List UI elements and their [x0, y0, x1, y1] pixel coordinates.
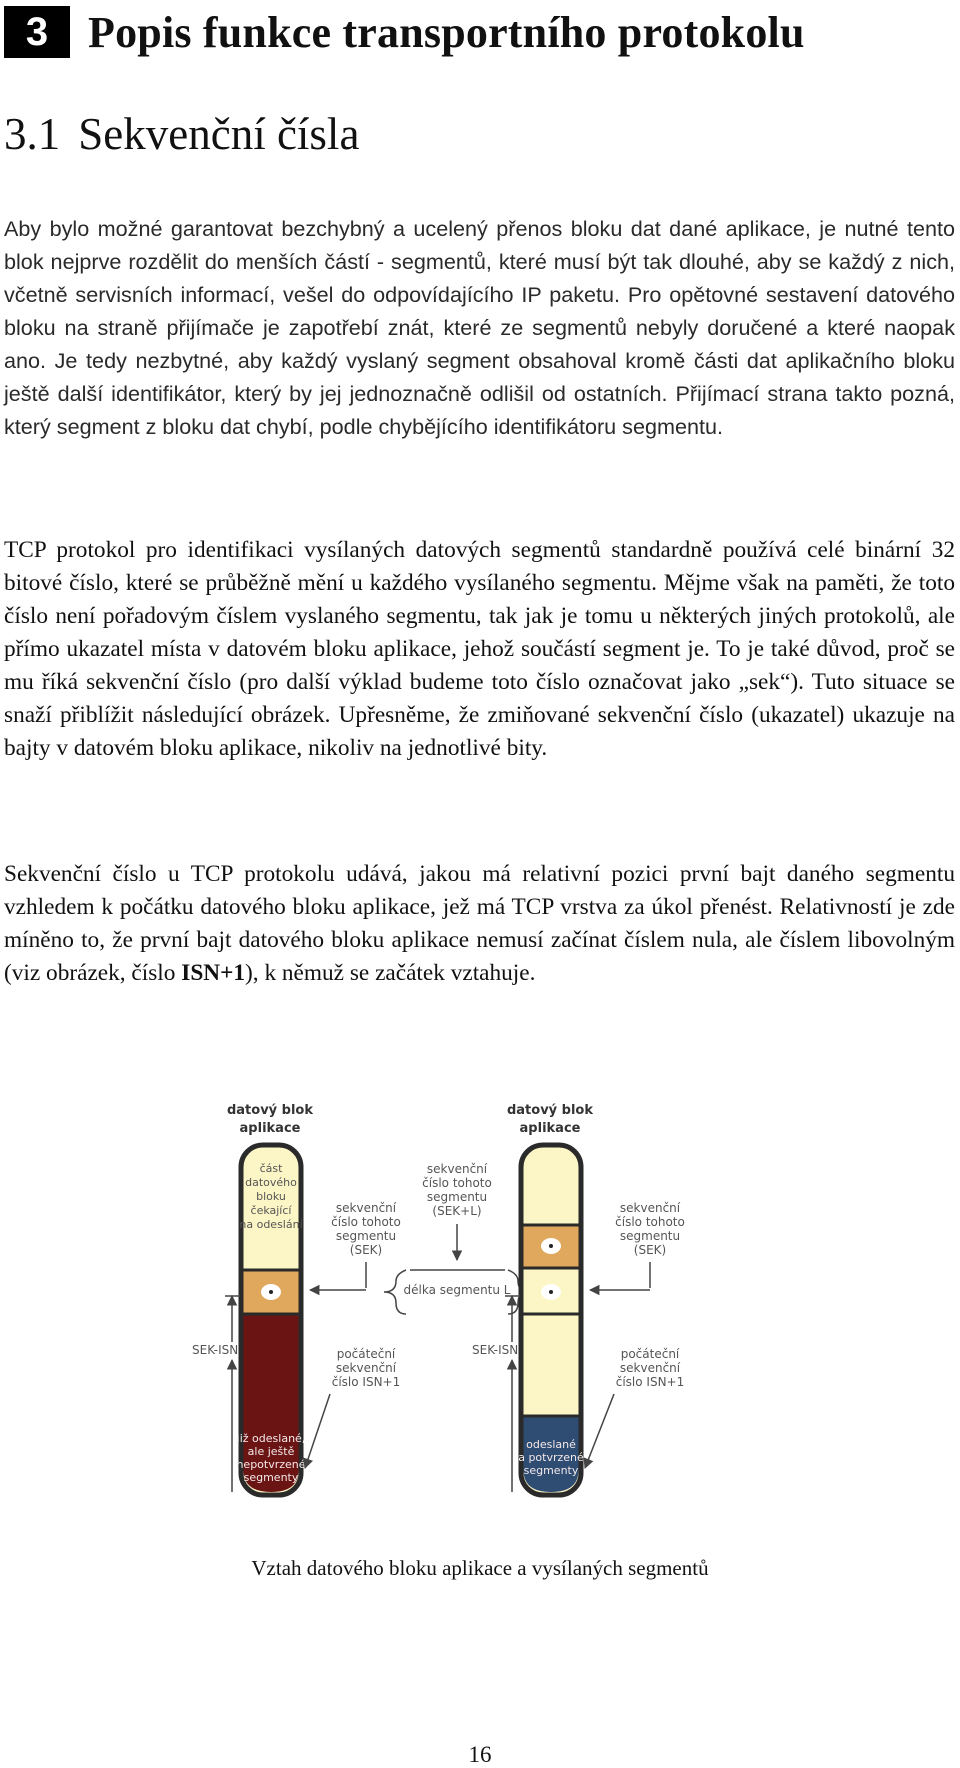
left-sek-label: [331, 1201, 401, 1257]
right-header-line-1: datový blok: [506, 1103, 594, 1118]
paragraph-3: [4, 858, 955, 990]
section-number: 3.1: [4, 109, 61, 159]
left-isn-label: [332, 1347, 401, 1389]
left-sek-line-2: segmentu: [335, 1229, 397, 1243]
left-top-line-0: část: [259, 1162, 283, 1175]
figure-caption: Vztah datového bloku aplikace a vysílaných segmentů: [251, 1556, 709, 1580]
right-bottom-line-0: odeslané: [526, 1438, 576, 1451]
mid-sek-line-3: (SEK+L): [432, 1204, 482, 1218]
paragraph-3-text: Sekvenční číslo u TCP protokolu udává, jakou má relativní pozici první bajt daného segmentu vzhledem k počátku datového bloku aplikace, jež má TCP vrstva za úkol přenést. Relativností je zde míněno to, že první bajt datového bloku aplikace nemusí začínat číslem nula, ale číslem libovolným (viz obrázek, číslo: [4, 861, 955, 986]
paragraph-3-end: ), k němuž se začátek vztahuje.: [245, 960, 536, 986]
segment-length-label: délka segmentu L: [403, 1283, 511, 1297]
right-isn-line-2: číslo ISN+1: [615, 1375, 685, 1389]
left-isn-line-2: číslo ISN+1: [331, 1375, 401, 1389]
mid-sek-line-1: číslo tohoto: [422, 1176, 492, 1190]
paragraph-2: TCP protokol pro identifikaci vysílaných datových segmentů standardně používá celé binární 32 bitové číslo, které se průběžně mění u každého vysílaného segmentu. Mějme však na paměti, že toto číslo není pořadovým číslem vyslaného segmentu, tak jak je tomu u některých jiných protokolů, ale přímo ukazatel místa v datovém bloku aplikace, jehož součástí segment je. To je také důvod, proč se mu říká sekvenční číslo (pro další výklad budeme toto číslo označovat jako „sek“). Tuto situace se snaží přiblížit následující obrázek. Upřesněme, že zmiňované sekvenční číslo (ukazatel) ukazuje na bajty v datovém bloku aplikace, nikoliv na jednotlivé bity.: [4, 537, 955, 761]
page-number: 16: [468, 1742, 492, 1767]
left-top-line-1: datového: [245, 1176, 297, 1189]
left-top-line-4: na odeslání: [239, 1218, 303, 1231]
segment-figure: [170, 1090, 790, 1510]
left-isn-line-0: počáteční: [336, 1347, 396, 1361]
mid-sek-line-0: sekvenční: [426, 1162, 488, 1176]
left-top-line-3: čekající: [250, 1204, 292, 1217]
left-bottom-text: [236, 1432, 306, 1484]
section-heading: [4, 108, 359, 160]
right-header-line-2: aplikace: [519, 1121, 581, 1136]
chapter-number: 3: [4, 6, 70, 58]
mid-sek-line-2: segmentu: [426, 1190, 488, 1204]
middle-sekl-label: [422, 1162, 492, 1218]
right-sek-line-3: (SEK): [633, 1243, 667, 1257]
left-sek-line-1: číslo tohoto: [331, 1215, 401, 1229]
right-bottom-line-1: a potvrzené: [518, 1451, 584, 1464]
left-top-line-2: bloku: [256, 1190, 286, 1203]
left-sek-line-3: (SEK): [349, 1243, 383, 1257]
right-bottom-line-2: segmenty: [523, 1464, 579, 1477]
left-sek-isn-label: SEK-ISN: [192, 1343, 239, 1357]
right-bottom-text: [518, 1438, 584, 1477]
left-bottom-line-1: ale ještě: [247, 1445, 295, 1458]
left-bottom-line-3: segmenty: [243, 1471, 299, 1484]
left-header-line-2: aplikace: [239, 1121, 301, 1136]
chapter-heading: [4, 6, 805, 58]
right-sek-line-0: sekvenční: [619, 1201, 681, 1215]
right-isn-line-1: sekvenční: [619, 1361, 681, 1375]
right-header: [507, 1103, 593, 1136]
section-title: Sekvenční čísla: [78, 109, 360, 159]
right-sek-line-1: číslo tohoto: [615, 1215, 685, 1229]
left-bottom-line-0: již odeslané,: [236, 1432, 306, 1445]
paragraph-1: Aby bylo možné garantovat bezchybný a ucelený přenos bloku dat dané aplikace, je nutné tento blok nejprve rozdělit do menších částí - segmentů, které musí být tak dlouhé, aby se každý z nich, včetně servisních informací, vešel do odpovídajícího IP paketu. Pro opětovné sestavení datového bloku na straně přijímače je zapotřebí znát, které ze segmentů nebyly doručené a které naopak ano. Je tedy nezbytné, aby každý vyslaný segment obsahoval kromě části dat aplikačního bloku ještě další identifikátor, který by jej jednoznačně odlišil od ostatních. Přijímací strana takto pozná, který segment z bloku dat chybí, podle chybějícího identifikátoru segmentu.: [4, 216, 955, 439]
figure-svg: [170, 1090, 790, 1510]
right-sek-line-2: segmentu: [619, 1229, 681, 1243]
isn-bold-term: ISN+1: [181, 960, 246, 986]
left-bottom-line-2: nepotvrzené: [236, 1458, 306, 1471]
left-header-line-1: datový blok: [226, 1103, 314, 1118]
chapter-title: Popis funkce transportního protokolu: [88, 7, 805, 57]
left-isn-line-1: sekvenční: [335, 1361, 397, 1375]
right-sek-isn-label: SEK-ISN: [472, 1343, 519, 1357]
right-isn-line-0: počáteční: [620, 1347, 680, 1361]
right-sek-label: [615, 1201, 685, 1257]
left-header: [227, 1103, 313, 1136]
right-isn-label: [616, 1347, 685, 1389]
left-sek-line-0: sekvenční: [335, 1201, 397, 1215]
